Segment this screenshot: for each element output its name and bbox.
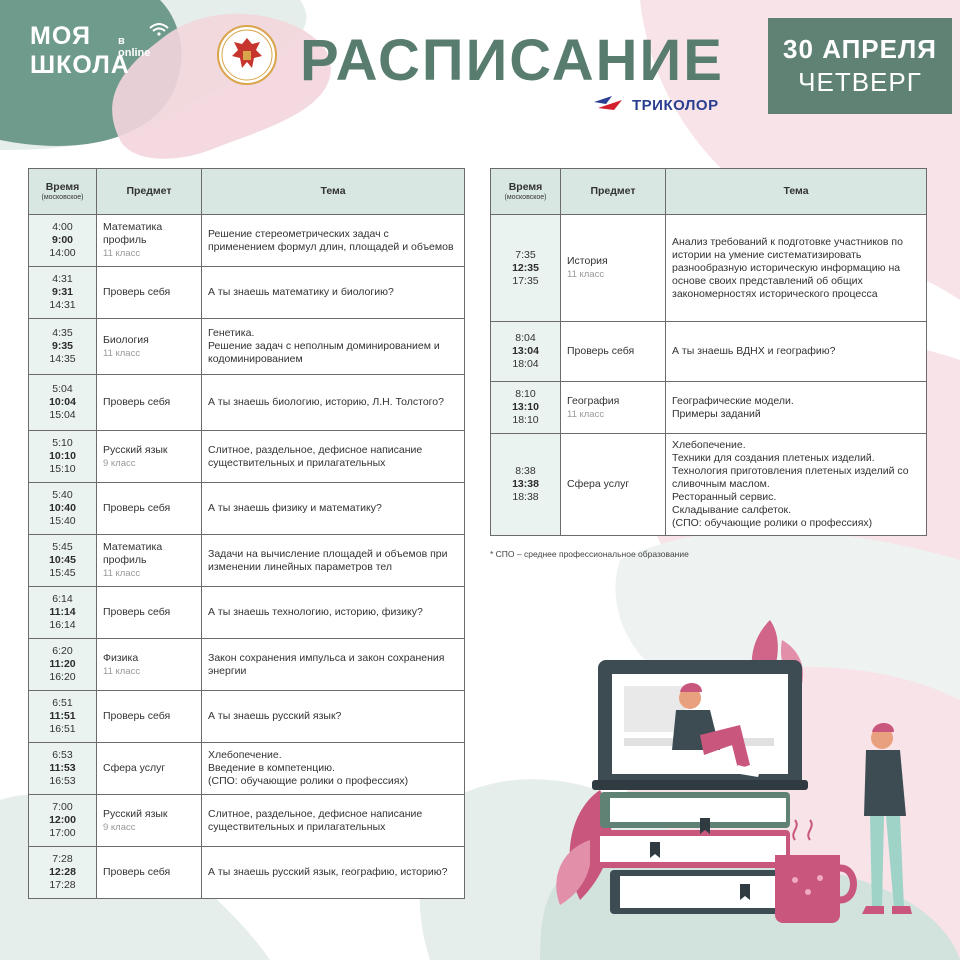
subject-name: Русский язык	[103, 807, 168, 820]
time-cell	[29, 215, 97, 267]
topic-cell: Слитное, раздельное, дефисное написание существительных и прилагательных	[202, 795, 465, 847]
time-cell	[29, 639, 97, 691]
subject-name: Русский язык	[103, 443, 168, 456]
time-2: 13:38	[512, 478, 539, 490]
subject-name: Физика	[103, 651, 139, 664]
time-cell	[491, 382, 561, 434]
time-1: 7:00	[52, 801, 73, 813]
schedule-row	[491, 215, 927, 322]
class-label: 11 класс	[103, 248, 141, 259]
moya-shkola-logo	[30, 22, 151, 80]
time-3: 16:20	[49, 671, 76, 683]
time-3: 14:35	[49, 353, 76, 365]
class-label: 9 класс	[103, 457, 136, 469]
subject-name: Проверь себя	[103, 710, 171, 722]
time-2: 12:28	[49, 866, 76, 878]
subject-name: Проверь себя	[103, 866, 171, 878]
schedule-row	[29, 691, 465, 743]
subject-name: Проверь себя	[103, 396, 171, 408]
class-label: 9 класс	[103, 821, 136, 833]
time-1: 8:10	[515, 388, 536, 400]
time-3: 15:04	[49, 409, 76, 421]
time-2: 9:35	[51, 340, 73, 352]
topic-cell: А ты знаешь ВДНХ и географию?	[666, 322, 927, 382]
weekday-text: ЧЕТВЕРГ	[798, 67, 922, 97]
schedule-row	[29, 215, 465, 267]
schedule-row	[29, 431, 465, 483]
logo-online: в online	[118, 35, 151, 59]
time-3: 15:45	[49, 567, 76, 579]
time-3: 16:53	[49, 775, 76, 787]
topic-cell: Генетика. Решение задач с неполным доминированием и кодоминированием	[202, 319, 465, 375]
time-1: 4:35	[52, 327, 73, 339]
subject-cell	[97, 535, 202, 587]
tricolor-logo	[592, 94, 719, 116]
topic-cell: Анализ требований к подготовке участников по истории на умение систематизировать разнообразную историческую информацию на основе своих представлений об общих закономерностях исторического процесса	[666, 215, 927, 322]
col-subject-header: Предмет	[561, 169, 666, 215]
logo-line2: ШКОЛА	[30, 51, 130, 79]
time-cell	[29, 691, 97, 743]
schedule-row	[491, 434, 927, 536]
time-3: 18:10	[512, 414, 539, 426]
col-time-header: Время (московское)	[29, 169, 97, 215]
time-1: 8:38	[515, 465, 536, 477]
subject-name: География	[567, 394, 620, 407]
time-2: 13:04	[512, 345, 539, 357]
time-3: 17:35	[512, 274, 539, 287]
schedule-row	[29, 847, 465, 899]
schedule-row	[29, 319, 465, 375]
subject-cell	[97, 795, 202, 847]
wifi-icon	[148, 22, 170, 36]
time-2: 10:04	[49, 396, 76, 408]
subject-name: Биология	[103, 333, 149, 346]
class-label: 11 класс	[567, 269, 605, 280]
schedule-table-right	[490, 168, 927, 536]
schedule-row	[491, 382, 927, 434]
time-3: 17:00	[49, 827, 76, 839]
topic-cell: А ты знаешь биологию, историю, Л.Н. Толстого?	[202, 375, 465, 431]
time-cell	[29, 483, 97, 535]
page-title: РАСПИСАНИЕ	[300, 28, 724, 93]
topic-cell: Задачи на вычисление площадей и объемов при изменении линейных параметров тел	[202, 535, 465, 587]
schedule-row	[29, 743, 465, 795]
topic-cell: А ты знаешь математику и биологию?	[202, 267, 465, 319]
class-label: 11 класс	[103, 347, 141, 359]
topic-cell: А ты знаешь русский язык, географию, историю?	[202, 847, 465, 899]
subject-cell	[97, 319, 202, 375]
subject-cell	[561, 322, 666, 382]
tricolor-swoosh-icon	[592, 94, 626, 116]
subject-cell	[97, 267, 202, 319]
subject-cell	[97, 431, 202, 483]
time-1: 4:00	[52, 221, 73, 233]
time-1: 7:28	[52, 853, 73, 865]
subject-cell	[561, 382, 666, 434]
time-1: 5:10	[52, 437, 73, 449]
time-cell	[491, 322, 561, 382]
schedule-row	[29, 587, 465, 639]
time-2: 10:40	[49, 502, 76, 514]
time-2: 11:20	[49, 658, 76, 670]
subject-cell	[97, 215, 202, 267]
date-box	[768, 18, 952, 114]
col-topic-header: Тема	[666, 169, 927, 215]
time-cell	[491, 434, 561, 536]
subject-name: Сфера услуг	[567, 478, 630, 490]
time-1: 4:31	[52, 273, 73, 285]
schedule-row	[29, 375, 465, 431]
subject-name: Проверь себя	[103, 502, 171, 514]
subject-cell	[97, 483, 202, 535]
time-3: 18:04	[512, 358, 539, 370]
col-subject-header: Предмет	[97, 169, 202, 215]
time-2: 11:53	[49, 762, 76, 774]
time-2: 12:00	[49, 814, 76, 826]
subject-name: Математика профиль	[103, 221, 163, 246]
subject-cell	[97, 375, 202, 431]
schedule-row	[29, 483, 465, 535]
schedule-row	[491, 322, 927, 382]
topic-cell: А ты знаешь физику и математику?	[202, 483, 465, 535]
time-1: 6:14	[52, 593, 73, 605]
footnote: * СПО – среднее профессиональное образование	[490, 549, 689, 559]
class-label: 11 класс	[567, 408, 605, 420]
subject-name: Сфера услуг	[103, 762, 166, 774]
time-3: 16:51	[49, 723, 76, 735]
time-1: 8:04	[515, 332, 536, 344]
schedule-row	[29, 267, 465, 319]
time-1: 5:04	[52, 383, 73, 395]
time-cell	[29, 375, 97, 431]
time-2: 13:10	[512, 401, 539, 413]
time-3: 16:14	[49, 619, 76, 631]
time-3: 15:10	[49, 463, 76, 475]
col-topic-header: Тема	[202, 169, 465, 215]
subject-name: Проверь себя	[567, 345, 635, 357]
subject-cell	[97, 691, 202, 743]
time-3: 14:31	[49, 299, 76, 311]
schedule-row	[29, 535, 465, 587]
time-2: 12:35	[512, 261, 539, 274]
time-2: 10:45	[49, 554, 76, 566]
subject-cell	[561, 215, 666, 322]
time-2: 9:00	[51, 234, 73, 246]
schedule-row	[29, 639, 465, 691]
topic-cell: А ты знаешь технологию, историю, физику?	[202, 587, 465, 639]
time-3: 14:00	[49, 247, 76, 259]
time-2: 9:31	[51, 286, 73, 298]
time-2: 11:51	[49, 710, 76, 722]
time-1: 6:20	[52, 645, 73, 657]
subject-cell	[97, 639, 202, 691]
topic-cell: А ты знаешь русский язык?	[202, 691, 465, 743]
class-label: 11 класс	[103, 568, 141, 579]
time-cell	[29, 587, 97, 639]
time-3: 17:28	[49, 879, 76, 891]
time-2: 11:14	[49, 606, 76, 618]
topic-cell: Закон сохранения импульса и закон сохранения энергии	[202, 639, 465, 691]
subject-name: История	[567, 255, 608, 267]
time-1: 6:53	[52, 749, 73, 761]
time-2: 10:10	[49, 450, 76, 462]
date-text: 30 АПРЕЛЯ	[783, 34, 937, 64]
time-1: 7:35	[515, 248, 536, 261]
class-label: 11 класс	[103, 665, 141, 677]
subject-name: Проверь себя	[103, 286, 171, 298]
time-3: 18:38	[512, 491, 539, 503]
subject-cell	[561, 434, 666, 536]
topic-cell: Слитное, раздельное, дефисное написание существительных и прилагательных	[202, 431, 465, 483]
time-cell	[29, 535, 97, 587]
time-1: 6:51	[52, 697, 73, 709]
time-cell	[491, 215, 561, 322]
time-cell	[29, 319, 97, 375]
time-3: 15:40	[49, 515, 76, 527]
ministry-emblem-icon	[216, 24, 278, 86]
topic-cell: Решение стереометрических задач с применением формул длин, площадей и объемов	[202, 215, 465, 267]
schedule-row	[29, 795, 465, 847]
time-cell	[29, 847, 97, 899]
time-cell	[29, 743, 97, 795]
time-1: 5:45	[52, 541, 73, 553]
subject-name: Математика профиль	[103, 541, 163, 566]
subject-cell	[97, 847, 202, 899]
topic-cell: Хлебопечение. Введение в компетенцию. (СПО: обучающие ролики о профессиях)	[202, 743, 465, 795]
logo-line1: МОЯ	[30, 22, 91, 50]
sponsor-name: ТРИКОЛОР	[632, 96, 719, 114]
time-1: 5:40	[52, 489, 73, 501]
topic-cell: Географические модели. Примеры заданий	[666, 382, 927, 434]
col-time-header: Время (московское)	[491, 169, 561, 215]
schedule-table-left	[28, 168, 465, 899]
subject-cell	[97, 587, 202, 639]
topic-cell: Хлебопечение. Техники для создания плетеных изделий. Технология приготовления плетеных изделий со сливочным маслом. Ресторанный сервис. Складывание салфеток. (СПО: обучающие ролики о профессиях)	[666, 434, 927, 536]
time-cell	[29, 267, 97, 319]
subject-cell	[97, 743, 202, 795]
time-cell	[29, 431, 97, 483]
time-cell	[29, 795, 97, 847]
subject-name: Проверь себя	[103, 606, 171, 618]
